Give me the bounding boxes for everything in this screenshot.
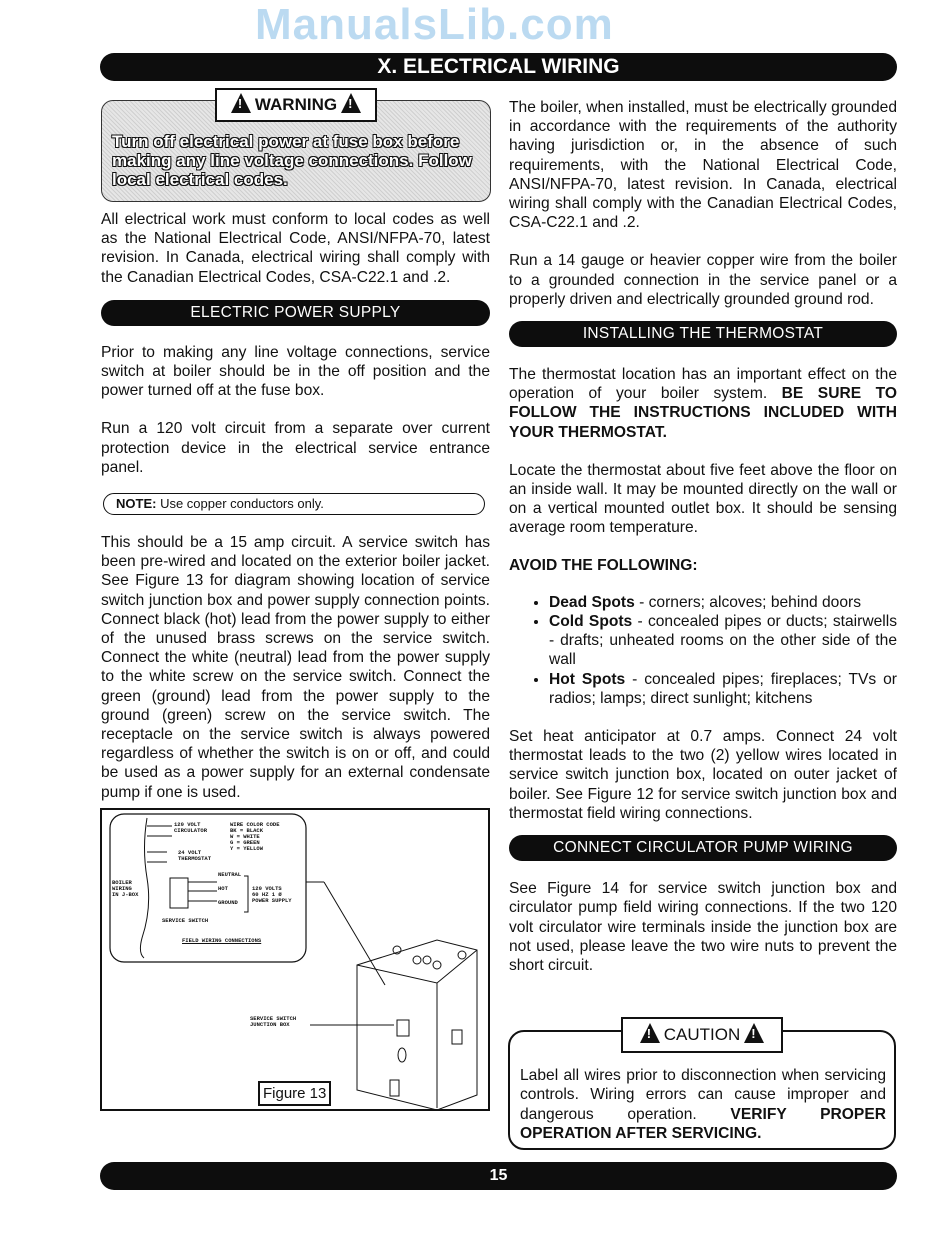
circulator-label: 120 VOLT CIRCULATOR: [174, 820, 208, 834]
grounding-paragraph-1: The boiler, when installed, must be electrically grounded in accordance with the requirements of the authority having jurisdiction or, in the absence of such requirements, with the National Electrical Code, ANSI/NFPA-70, latest revision. In Canada, electrical wiring shall comply with the Canadian Electrical Codes, CSA-C22.1 and .2.: [509, 99, 897, 232]
power-paragraph-2: Run a 120 volt circuit from a separate over current protection device in the electrical service entrance panel.: [101, 420, 490, 476]
caution-triangle-icon: [640, 1023, 660, 1043]
warning-text: Turn off electrical power at fuse box before making any line voltage connections. Follow local electrical codes.: [112, 132, 472, 189]
wiring-diagram-illustration: [102, 810, 488, 1109]
caution-label: [621, 1017, 783, 1053]
avoid-list: [509, 593, 897, 708]
thermostat-bold-text: BE SURE TO FOLLOW THE INSTRUCTIONS INCLUDED WITH YOUR THERMOSTAT.: [509, 385, 897, 441]
note-box: [103, 493, 485, 515]
grounding-paragraph-2: Run a 14 gauge or heavier copper wire from the boiler to a grounded connection in the service panel or a properly driven and electrically grounded ground rod.: [509, 252, 897, 308]
installing-thermostat-heading: INSTALLING THE THERMOSTAT: [509, 321, 897, 347]
note-label: NOTE:: [116, 496, 157, 512]
caution-bold: VERIFY PROPER OPERATION AFTER SERVICING.: [520, 1105, 886, 1143]
thermostat-paragraph-1: [509, 365, 897, 442]
list-item-title: Dead Spots: [549, 593, 635, 611]
section-title: X. ELECTRICAL WIRING: [100, 53, 897, 81]
list-item-title: Hot Spots: [549, 670, 626, 688]
list-item-text: - concealed pipes; fireplaces; TVs or radios; lamps; direct sunlight; kitchens: [549, 670, 897, 707]
caution-text: [520, 1066, 886, 1144]
ground-label: GROUND: [218, 898, 238, 906]
caution-label-text: CAUTION: [663, 1025, 741, 1044]
caution-body: Label all wires prior to disconnection when servicing controls. Wiring errors can cause improper and dangerous operation.: [520, 1067, 886, 1123]
power-supply-label: 120 VOLTS 60 HZ 1 Ø POWER SUPPLY: [252, 884, 292, 904]
electric-power-supply-heading: ELECTRIC POWER SUPPLY: [101, 300, 490, 326]
figure-caption: Figure 13: [258, 1081, 331, 1106]
note-text: Use copper conductors only.: [156, 496, 324, 512]
right-column: [509, 98, 897, 975]
list-item: [549, 593, 897, 612]
circulator-paragraph: See Figure 14 for service switch junction box and circulator pump field wiring connections. If the two 120 volt circulator wire terminals inside the junction box are not used, please leave the two wire nuts to prevent the short circuit.: [509, 880, 897, 974]
warning-label: [215, 88, 377, 122]
list-item: [549, 670, 897, 708]
caution-triangle-icon: [744, 1023, 764, 1043]
left-column: [101, 210, 490, 1111]
hot-label: HOT: [218, 884, 228, 892]
field-wiring-label: FIELD WIRING CONNECTIONS: [182, 936, 262, 944]
avoid-heading: AVOID THE FOLLOWING:: [509, 556, 698, 574]
wire-color-code: WIRE COLOR CODE BK = BLACK W = WHITE G = GREEN Y = YELLOW: [230, 820, 280, 852]
list-item: [549, 612, 897, 670]
neutral-label: NEUTRAL: [218, 870, 242, 878]
intro-paragraph: All electrical work must conform to local codes as well as the National Electrical Code, ANSI/NFPA-70, latest revision. In Canada, electrical wiring shall comply with the Canadian Electrical Codes, CSA-C22.1 and .2.: [101, 211, 490, 286]
warning-label-text: WARNING: [254, 95, 338, 114]
page-number: 15: [100, 1162, 897, 1190]
junction-box-label: SERVICE SWITCH JUNCTION BOX: [250, 1014, 297, 1028]
warning-triangle-icon: [231, 93, 251, 113]
thermostat-paragraph-2: Locate the thermostat about five feet above the floor on an inside wall. It may be mounted directly on the wall or on a vertical mounted outlet box. It should be sensing average room temperature.: [509, 461, 897, 537]
warning-triangle-icon: [341, 93, 361, 113]
circulator-pump-heading: CONNECT CIRCULATOR PUMP WIRING: [509, 835, 897, 861]
thermostat-label: 24 VOLT THERMOSTAT: [178, 848, 212, 862]
watermark: ManualsLib.com: [255, 0, 614, 49]
thermostat-text: The thermostat location has an important effect on the operation of your boiler system.: [509, 366, 897, 403]
boiler-wiring-label: BOILER WIRING IN J-BOX: [112, 878, 139, 898]
power-paragraph-3: This should be a 15 amp circuit. A service switch has been pre-wired and located on the exterior boiler jacket. See Figure 13 for diagram showing location of service switch junction box and power supply connection points. Connect black (hot) lead from the power supply to either of the unused brass screws on the service switch. Connect the white (neutral) lead from the power supply to the white screw on the service switch. Connect the green (ground) lead from the power supply to the ground (green) screw on the service switch. The receptacle on the service switch is always powered regardless of whether the switch is on or off, and could be used as a power supply for an external condensate pump if one is used.: [101, 534, 490, 801]
list-item-text: - concealed pipes or ducts; stairwells - drafts; unheated rooms on the other side of the wall: [549, 613, 897, 669]
service-switch-label: SERVICE SWITCH: [162, 916, 209, 924]
list-item-title: Cold Spots: [549, 613, 633, 631]
list-item-text: - corners; alcoves; behind doors: [634, 593, 862, 611]
anticipator-paragraph: Set heat anticipator at 0.7 amps. Connect 24 volt thermostat leads to the two (2) yellow wires located in service switch junction box, located on outer jacket of boiler. See Figure 12 for service switch junction box and thermostat field wiring connections.: [509, 728, 897, 822]
power-paragraph-1: Prior to making any line voltage connections, service switch at boiler should be in the off position and the power turned off at the fuse box.: [101, 343, 490, 400]
figure-13: [100, 808, 490, 1111]
